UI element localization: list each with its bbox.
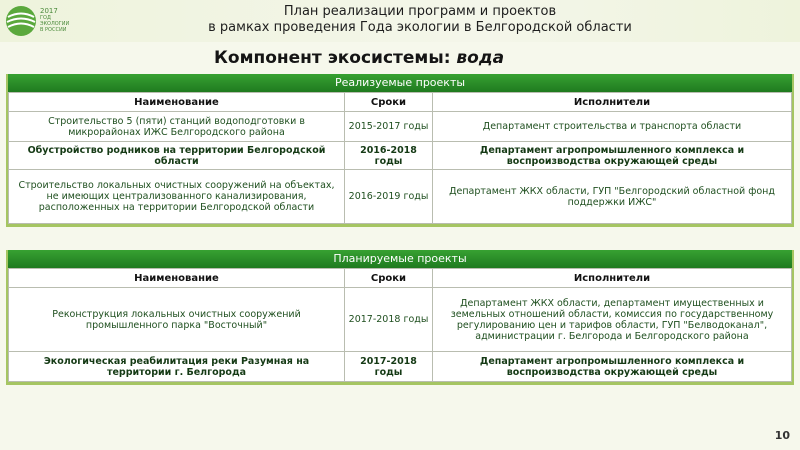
project-name-cell: Экологическая реабилитация реки Разумная на территории г. Белгорода bbox=[9, 352, 345, 382]
component-prefix: Компонент экосистемы: bbox=[214, 48, 451, 68]
project-period-cell: 2017-2018 годы bbox=[345, 288, 433, 352]
table-row bbox=[9, 352, 792, 382]
logo-line: ГОД ЭКОЛОГИИ bbox=[40, 15, 70, 27]
implemented-projects-table bbox=[8, 92, 792, 224]
column-header-name: Наименование bbox=[9, 93, 345, 112]
implemented-projects-header: Реализуемые проекты bbox=[8, 74, 792, 92]
project-period-cell: 2017-2018 годы bbox=[345, 352, 433, 382]
column-header-executors: Исполнители bbox=[433, 269, 792, 288]
project-executors-cell: Департамент строительства и транспорта области bbox=[433, 112, 792, 142]
column-header-name: Наименование bbox=[9, 269, 345, 288]
table-row bbox=[9, 288, 792, 352]
project-period-cell: 2016-2019 годы bbox=[345, 170, 433, 224]
planned-projects-panel bbox=[6, 250, 794, 385]
project-name-cell: Реконструкция локальных очистных сооружений промышленного парка "Восточный" bbox=[9, 288, 345, 352]
slide-title bbox=[180, 4, 660, 36]
project-executors-cell: Департамент ЖКХ области, ГУП "Белгородский областной фонд поддержки ИЖС" bbox=[433, 170, 792, 224]
column-header-period: Сроки bbox=[345, 93, 433, 112]
page-number: 10 bbox=[774, 429, 790, 442]
logo-text bbox=[40, 7, 80, 33]
project-name-cell: Обустройство родников на территории Белгородской области bbox=[9, 142, 345, 170]
ecology-year-logo-icon bbox=[4, 4, 38, 38]
logo-line: В РОССИИ bbox=[40, 27, 67, 33]
project-executors-cell: Департамент ЖКХ области, департамент имущественных и земельных отношений области, комиссия по государственному регулированию цен и тарифов области, ГУП "Белводоканал", администрации г. Белгорода и Белгородского района bbox=[433, 288, 792, 352]
table-header-row bbox=[9, 93, 792, 112]
title-line-2: в рамках проведения Года экологии в Белгородской области bbox=[208, 20, 632, 35]
project-executors-cell: Департамент агропромышленного комплекса и воспроизводства окружающей среды bbox=[433, 352, 792, 382]
column-header-period: Сроки bbox=[345, 269, 433, 288]
component-value: вода bbox=[456, 48, 505, 68]
implemented-projects-panel bbox=[6, 74, 794, 227]
table-header-row bbox=[9, 269, 792, 288]
project-period-cell: 2016-2018 годы bbox=[345, 142, 433, 170]
column-header-executors: Исполнители bbox=[433, 93, 792, 112]
project-period-cell: 2015-2017 годы bbox=[345, 112, 433, 142]
planned-projects-header: Планируемые проекты bbox=[8, 250, 792, 268]
planned-projects-table bbox=[8, 268, 792, 382]
component-heading bbox=[214, 48, 504, 68]
table-row bbox=[9, 142, 792, 170]
table-row bbox=[9, 112, 792, 142]
table-row bbox=[9, 170, 792, 224]
logo-year: 2017 bbox=[40, 7, 58, 15]
project-name-cell: Строительство локальных очистных сооружений на объектах, не имеющих централизованного канализирования, расположенных на территории Белгородской области bbox=[9, 170, 345, 224]
title-line-1: План реализации программ и проектов bbox=[283, 4, 557, 19]
project-executors-cell: Департамент агропромышленного комплекса и воспроизводства окружающей среды bbox=[433, 142, 792, 170]
project-name-cell: Строительство 5 (пяти) станций водоподготовки в микрорайонах ИЖС Белгородского района bbox=[9, 112, 345, 142]
